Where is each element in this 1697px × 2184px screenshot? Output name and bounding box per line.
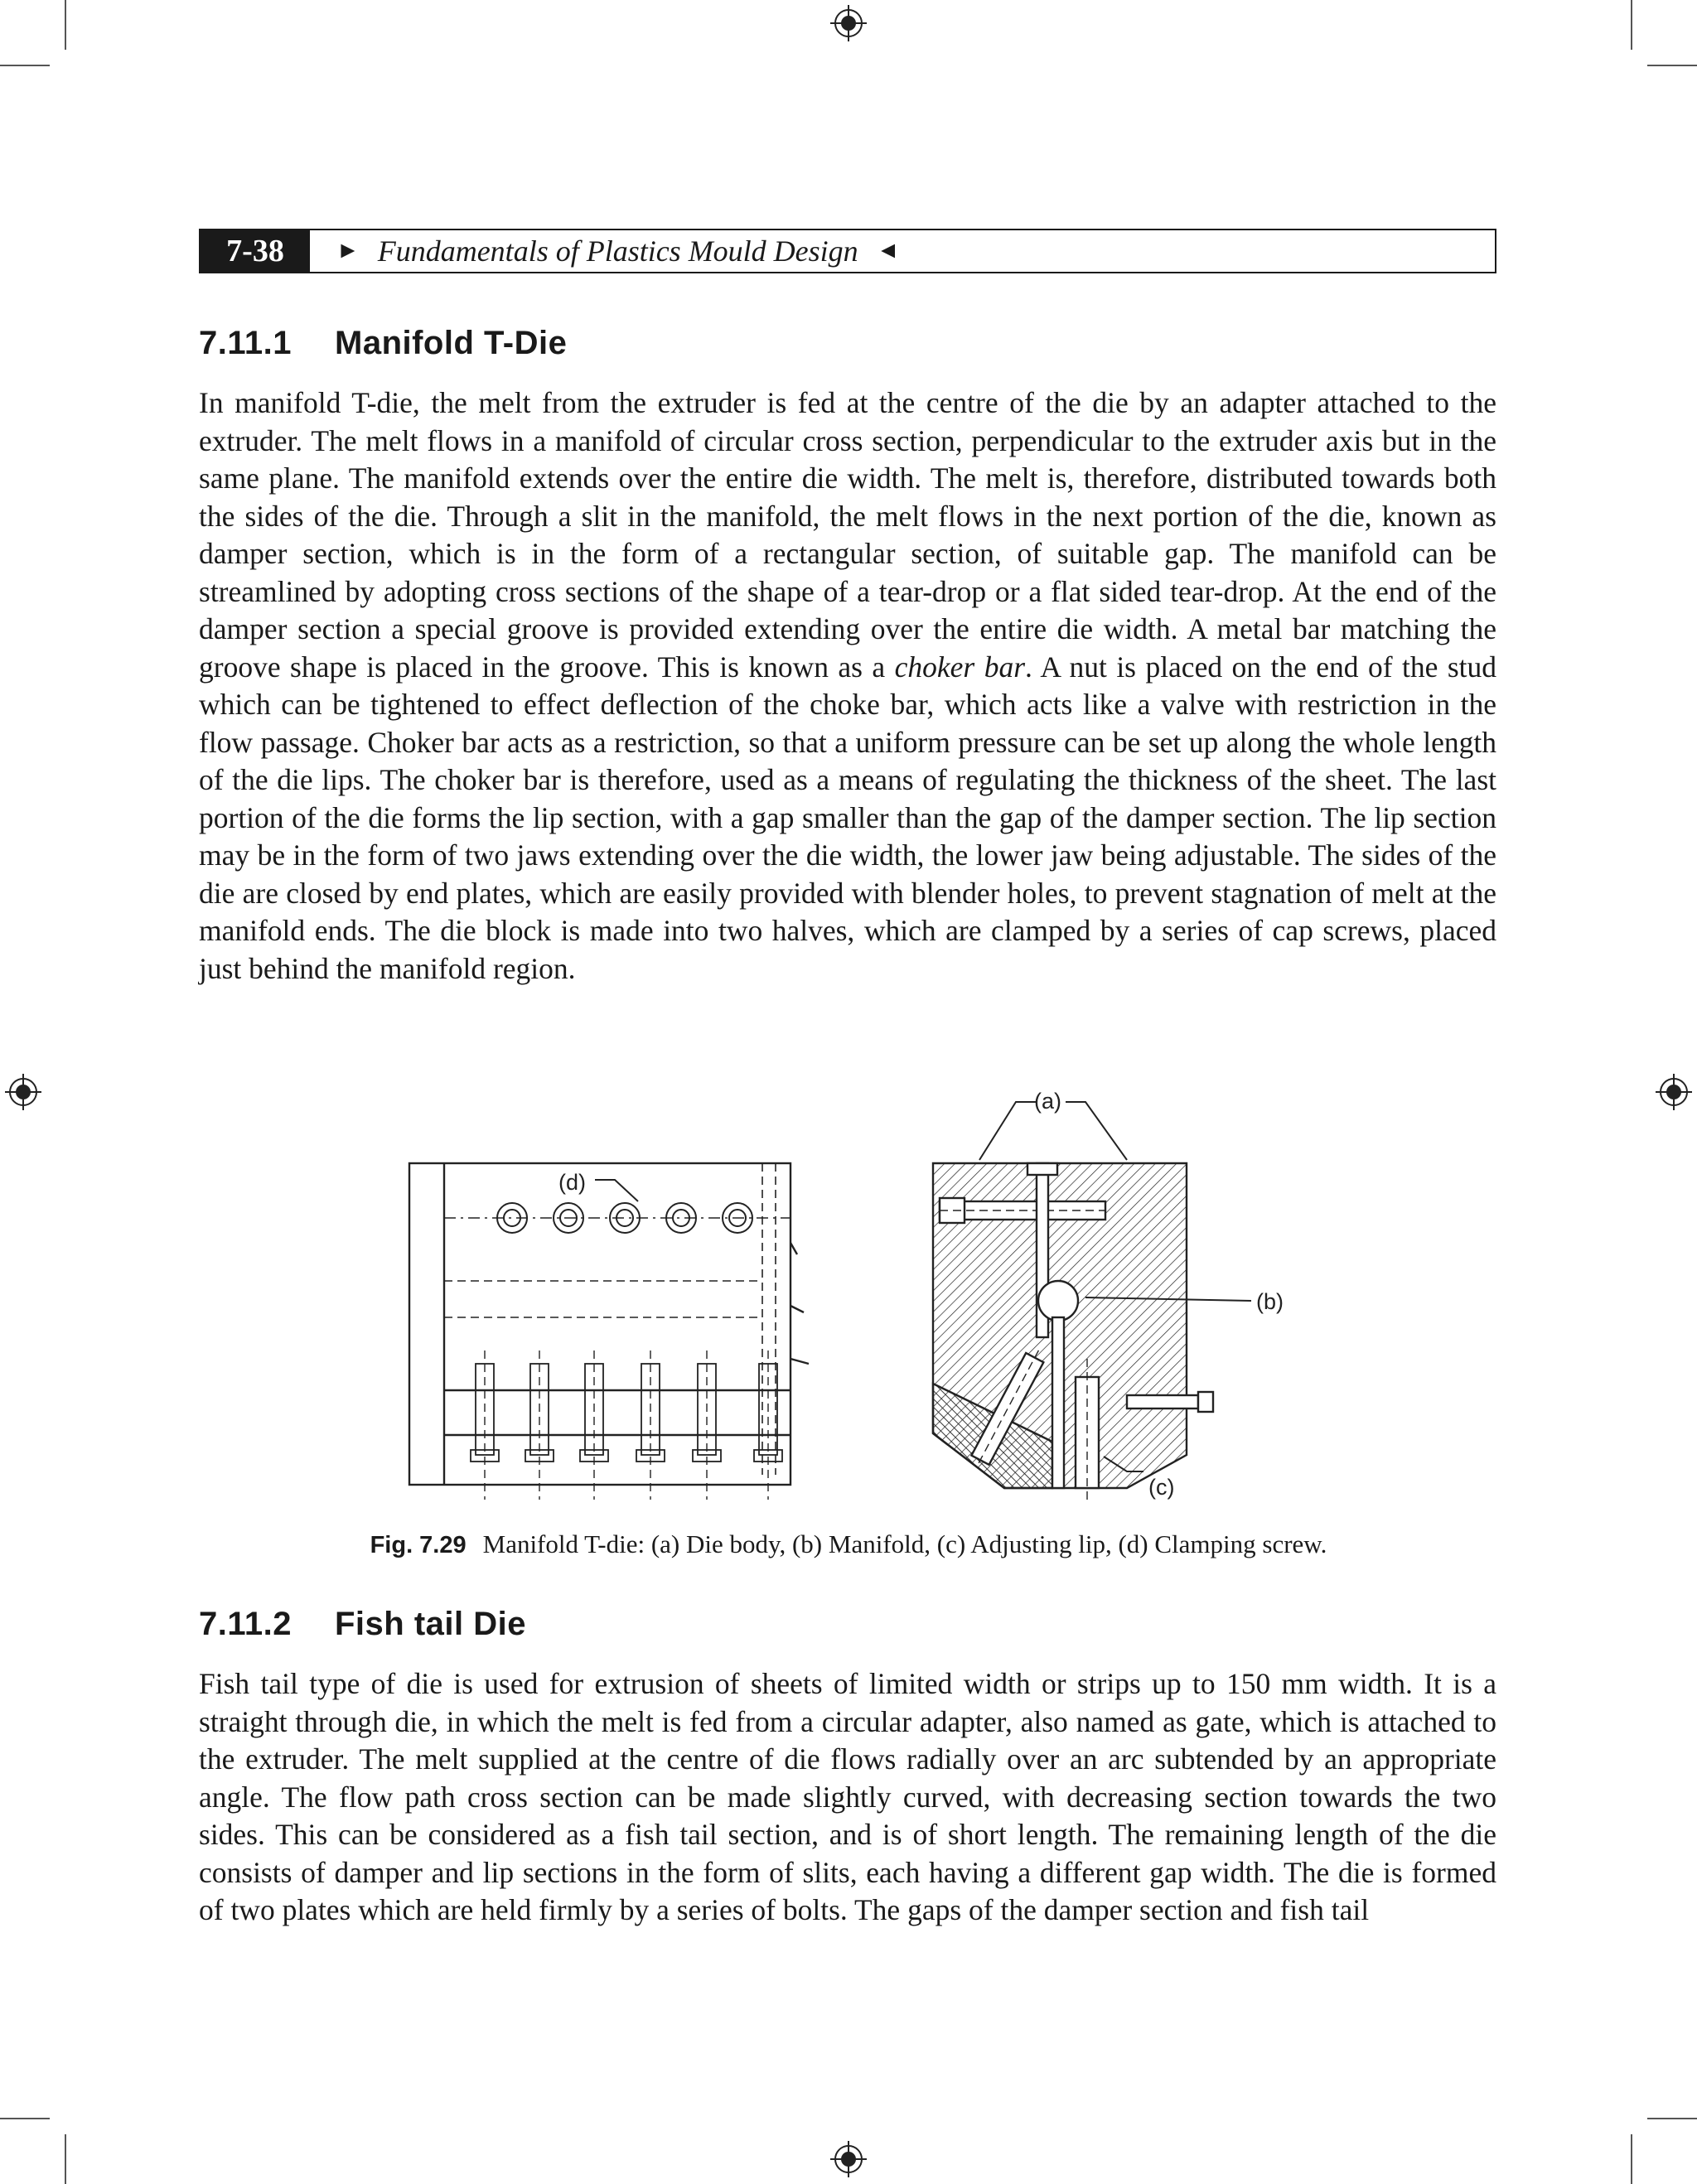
front-view [409,1163,809,1500]
callout-b: (b) [1256,1289,1284,1314]
paragraph-text: . A nut is placed on the end of the stud which can be tightened to effect deflection of the choke bar, which acts like a valve with restriction in the flow passage. Choker bar acts as a restriction, so that a uniform pressure can be set up along the whole length of the die lips. The choker bar is therefore, used as a means of regulating the thickness of the sheet. The last portion of the die forms the lip section, with a gap smaller than the gap of the damper section. The lip section may be in the form of two jaws extending over the die width, the lower jaw being adjustable. The sides of the die are closed by end plates, which are easily provided with blender holes, to prevent stagnation of melt at the manifold ends. The die block is made into two halves, which are clamped by a series of cap screws, placed just behind the manifold region. [199,650,1497,985]
book-title: Fundamentals of Plastics Mould Design [377,234,858,268]
crop-mark [65,2134,66,2184]
crop-mark [0,2118,50,2119]
figure-caption [0,1529,1697,1559]
page-number: 7-38 [201,230,310,272]
right-arrow-icon: ► [336,238,360,263]
manifold-t-die-figure [398,1077,1309,1524]
paragraph-text: In manifold T-die, the melt from the extruder is fed at the centre of the die by an adapter attached to the extruder. The melt flows in a manifold of circular cross section, perpendicular to the extruder axis but in the same plane. The manifold extends over the entire die width. The melt is, therefore, distributed towards both the sides of the die. Through a slit in the manifold, the melt flows in the next portion of the die, known as damper section, which is in the form of a rectangular section, of suitable gap. The manifold can be streamlined by adopting cross sections of the shape of a tear-drop or a flat sided tear-drop. At the end of the damper section a special groove is provided extending over the entire die width. A metal bar matching the groove shape is placed in the groove. This is known as a [199,386,1496,684]
callout-a: (a) [1034,1089,1061,1114]
registration-mark-icon [830,2141,867,2177]
emphasis-term: choker bar [894,650,1026,684]
running-title [336,234,899,268]
registration-mark-icon [830,5,867,41]
callout-c: (c) [1148,1475,1175,1500]
crop-mark [1647,2118,1697,2119]
section-number: 7.11.1 [199,325,293,361]
crop-mark [1647,65,1697,66]
figure-caption-text: Manifold T-die: (a) Die body, (b) Manifold, (c) Adjusting lip, (d) Clamping screw. [482,1529,1327,1558]
section-heading [199,1606,526,1643]
crop-mark [65,0,66,50]
crop-mark [0,65,50,66]
registration-mark-icon [5,1074,41,1110]
section-title: Fish tail Die [335,1606,526,1642]
running-header [199,229,1496,273]
callout-d: (d) [558,1170,586,1195]
section-view [933,1163,1213,1500]
section-title: Manifold T-Die [335,325,568,361]
section-number: 7.11.2 [199,1606,293,1642]
crop-mark [1631,2134,1632,2184]
crop-mark [1631,0,1632,50]
figure-label: Fig. 7.29 [370,1532,467,1558]
body-paragraph [199,384,1496,988]
registration-mark-icon [1656,1074,1692,1110]
section-heading [199,325,567,362]
left-arrow-icon: ◄ [876,238,900,263]
body-paragraph: Fish tail type of die is used for extrusion of sheets of limited width or strips up to 150 mm width. It is a straight through die, in which the melt is fed from a circular adapter, also named as gate, which is attached to the extruder. The melt supplied at the centre of die flows radially over an arc subtended by an appropriate angle. The flow path cross section can be made slightly curved, with decreasing section towards the two sides. This can be considered as a fish tail section, and is of short length. The remaining length of the die consists of damper and lip sections in the form of slits, each having a different gap width. The die is formed of two plates which are held firmly by a series of bolts. The gaps of the damper section and fish tail [199,1667,1496,1926]
